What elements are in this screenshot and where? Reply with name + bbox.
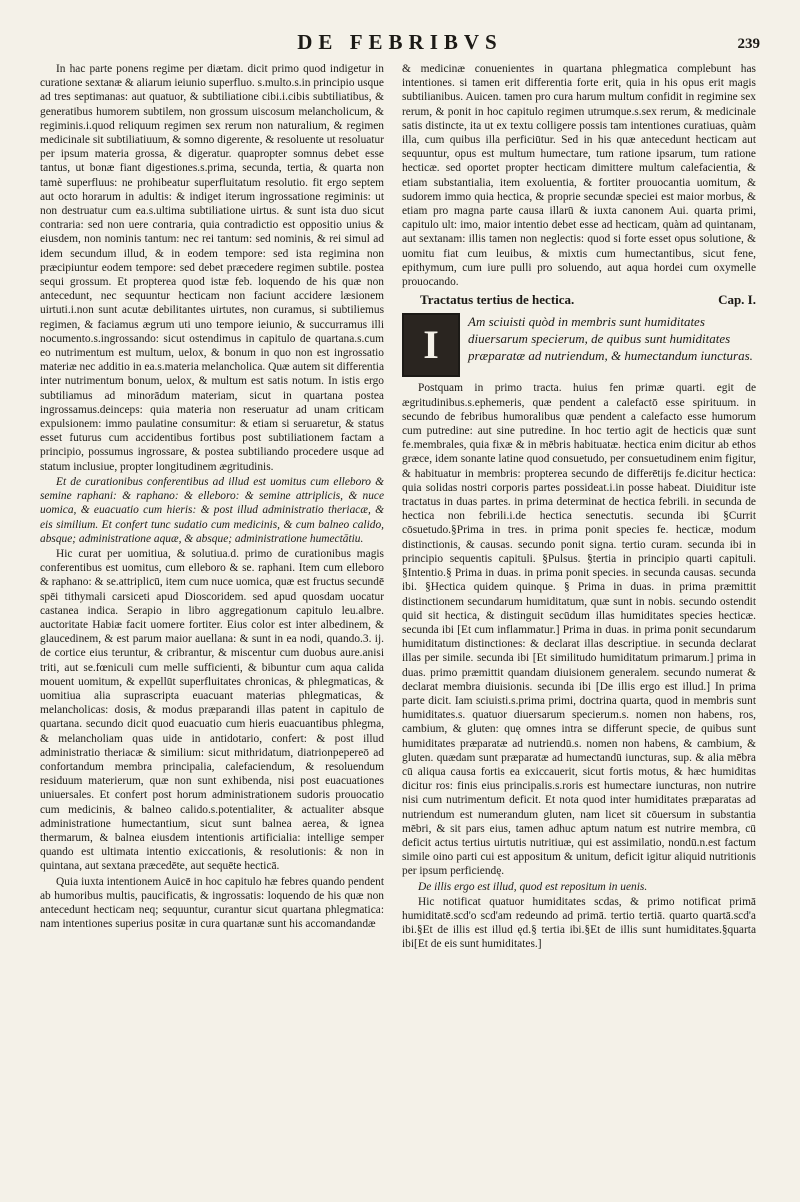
decorated-initial-icon: I (402, 313, 460, 377)
paragraph-hectica-commentary: Postquam in primo tracta. huius fen primæ quarti. egit de ægritudinibus.s.ephemeris, quæ pendent a calefactō esse spirituum. in secundo de febribus humoralibus quæ pendent a calefacto esse humorum cum putredine: aut sine putredine. In hoc tertio agit de hecticis quæ sunt fe.membrales, quia fixæ & in mēbris habituatæ. hectica enim dicitur ab ethos græce, idem sonante latine quod consuetudo, per consuetudinem enim figitur, & habituatur in membris: propterea secundo de differētijs fe.dicitur hectica: quia solidas nostri corporis partes possideat.i.in posse habeat. Diuiditur iste tractatus in duas partes. in prima determinat de hectica febrili. in secunda de hectica non febrili.i.de hectica senectutis. secunda ibi §Currit cōsuetudo.§Prima in tres. in prima ponit species fe. hecticæ, modum distinctionis, & causas. secundo ponit signa. tertio curam. secunda ibi in principio sequentis capituli. §Pulsus. §tertia in principio quarti capituli. §Intentio.§ Prima in duas. in prima ponit species. in secunda causas. secunda ibi. §Hectica quidem quinque. § Prima in duas. in prima præmittit distinctionem secundarum humiditatum, quæ sunt in nobis. secundo ostendit quid sit hectica, & distinguit secūdum illas humiditates species hecticæ. secunda ibi [Et cum inflammatur.] Prima in duas. in prima ponit secundarum humiditatum distinctiones: & declarat illas descriptiue. in secunda declarat illas per simile. secunda ibi [Et similitudo humiditatum primarum.] prima in duas. primo præmittit quandam diuisionem generalem. secundo numerat & declarat membra diuisionis. secunda ibi [De illis ergo est illud.] In prima parte dicit. Iam sciuisti.s.prima primi, doctrina quarta, quod in membris sunt humiditates.s. quatuor diuersarum specierum.s. nomen non habens, ros, cambium, & gluten: quę omnes intra se differunt specie, de quibus sunt humiditates præparatæ ad nutriendū.s. nomen non habens, & cambium, & gluten. quædam sunt præparatæ ad humectandū iuncturas, sup. & alia mēbra cū aliqua causa fortis ea exiccauerit, sicut fortis motus, & hæc humiditas dicitur ros: finis eius principalis.s.roris est humectare iuncturas, non nutrire nisi cum nutrimentum deficit. Et nota quod inter humiditates præparatas ad nutriendum est numerandum gluten, nam licet sit cōuersum in substantia mēbri, & sit pars eius, tamen adhuc aptum natum est nutrire membra, cū deficit actus tertius uirtutis nutritiuæ, qui est assimilatio, nondū.n.est factum simile oino parti cui est appositum & unitum, deficit igitur aliquid nutritionis per ipsum perficiendę. (402, 382, 756, 878)
paragraph-medicinae: & medicinæ conuenientes in quartana phlegmatica complebunt has intentiones. si tamen erit differentia forte erit, quia in his opus erit magis subtilianibus. Auicen. tamen pro cura harum multum confidit in regimine sex rerum, & ponit in hoc capitulo regimen utrumque.s.sex rerum, & medicinale satis distincte, ita ut ex textu colligere possis tam intentiones curatiuas, quàm illa, cum quibus illa perficiūtur. Sed in his quæ antecedunt hecticam aut sequuntur, opus est multum humectare, tum ratione ipsarum, tum ratione hecticæ. sed oportet propter hecticam dimittere multum calefacientia, & etiam substantialia, item exoluentia, & fortiter prouocantia uomitum, & sudorem immo quia hectica, & proprie secundæ speciei est maior morbus, & etiam pro magna parte causa illarū & iuxta canonem Aui. quarta primi, capitulo ult: imo, maior intentio debet esse ad hecticam, quàm ad quintanam, aut sextanam: illis tamen non neglectis: quod si forte esset opus solutione, & uomitu fiat cum leuibus, & mixtis cum humectantibus, sicut fene, epithymum, cum iure pulli pro soluendo, aut aqua hordei cum oxymelle prouocando. (402, 63, 756, 289)
italic-lemma-curationibus: Et de curationibus conferentibus ad illud est uomitus cum elleboro & semine raphani: & raphano: & elleboro: & semine attriplicis, & nuce uomica, & euacuatio cum hieris: & post illud administratio theriacæ, & eis similium. Et confert tunc sudatio cum medicinis, & cum balneo calido, absque; administratione aquæ, & absque; administratione humectātiu. (40, 475, 384, 545)
chapter-opening (402, 313, 756, 377)
page-number: 239 (737, 36, 760, 52)
opening-lemma: Am sciuisti quòd in membris sunt humiditates diuersarum specierum, de quibus sunt humiditates præparatæ ad nutriendum, & humectandum iuncturas. (468, 314, 753, 364)
right-column (402, 62, 756, 953)
chapter-heading (402, 293, 756, 307)
paragraph-uomitiua: Hic curat per uomitiua, & solutiua.d. primo de curationibus magis conferentibus est uomitus, cum elleboro & se. raphani. Item cum elleboro & raphano: & se.attriplicū, item cum nuce uomica, quæ est fructus secundē spēi tithymali carsiceti apud Dioscoridem. sed apud quosdam uocatur castanea indica. Serapio in libro aggregationum capitulo leu.albre. auctoritate Habiæ facit uomere fortiter. Eius color est inter albedinem, & glaucedinem, & est parum maior auellana: & sunt in ea nodi, quando.3. ij. de cortice eius teruntur, & cribrantur, & miscentur cum duobus aure.anisi triti, aut se.fœniculi cum melle sufficienti, & bibuntur cum aqua calida mouent uomitum, & expellūt superfluitates chronicas, & phlegmaticas, & uomitiua alia suprascripta euacuant materias phlegmaticas, & melancholicas: dosis, & modus præparandi illas patent in capitulo de quartana. secundo dicit quod euacuatio cum hieris euacuantibus phlegma, & melancholiam quas uide in antidotario, confert: & post illud administratio theriacæ & similium: sicut mithridatum, diatrionpepereō ad confortandum membra principalia, calefaciendum, & resoluendum residuum materierum, quæ non sunt exhibenda, nisi post euacuationes uniuersales. Et confert post horum administrationem sudoris prouocatio cum medicinis, & balneo calido.s.potentialiter, & actualiter absque administratione humectantium, sicut sunt balnea aerea, & ignea thermarum, & balnea eiusdem intentionis artificialia: intellige semper quando est ultimata intentio exiccationis, & resolutionis: & non in quintana, aut sextana præcedēte, aut sequēte hecticā. (40, 547, 384, 873)
running-title: DE FEBRIBVS (297, 30, 503, 54)
left-column (40, 62, 384, 932)
chapter-number: Cap. I. (718, 292, 756, 308)
paragraph-regimen: In hac parte ponens regime per diætam. dicit primo quod indigetur in curatione sextanæ & aliarum ieiunio superfluo. s.multo.s.in principio usque ad tres septimanas: aut quatuor, & subtiliatione cibi.i.cibis subtiliatibus, & generatibus humorem subtilem, non grossum uiscosum melancholicum, & regiminis.i.quod reliquum regimen sex rerum non naturalium, & regimen medicinale sit subtiliatiuum, & somno digerente, & resoluente ut resoluatur per ipsum materia grossa, & digeratur. quapropter somnus debet esse tantus, ut bonæ fiant digestiones.s.prima, secunda, tertia, & quarta non tamè superfluus: ne prohibeatur superfluitatum resolutio. fit ergo septem aut octo horarum in adultis: & indiget iterum ingrossatione regiminis: ut non destruatur cum ea.s.ultima subtiliatione uirtus. & sunt ista duo sicut contraria: sed non uere contraria, quia contradictio est oppositio unius & eiusdem, non nominis tantum: nec rei tantum: sed nominis, & rei simul ad idem secundum illud, & in eodem tempore: sed ista regimina non præcipiuntur eodem tempore: sed debet præcedere regimen subtile. postea sequi grossum. Et propterea quod istæ feb. loquendo de his quæ non antecedunt, nec sequuntur hecticam non faciunt accidere læsionem uirtuti.i.non sunt acutæ debilitantes uirtutes, non curamus, si subtiliemus regimen, & faciamus ægrum uti uno tempore ieiunio, & succurramus illi nocumento.s.ingrossando: sicut ostendimus in capitulo de quartana.s.cum eo nutrimentum est multum, uelox, & bonum in quo non est ingrossatio materiæ nec additio in ea.s.materia melancholica. Quæ autem sit differentia inter nutrimentum bonum, uelox, & multum est satis notum. In istis ergo subtiliamus ad minorādum materiam, sicut in quartana postea ingrossamus.deinceps: quia materia non reseruatur ad unam criticam expulsionem: immo paulatine consumitur: & etiam si seruaretur, & status esset futurus cum accidentibus fortibus post subtiliationem factam a principio, possumus ingrossare, & postea subtiliando procedere usque ad statum inclusiue, propter longitudinem ægritudinis. (40, 63, 384, 473)
italic-lemma-repositum: De illis ergo est illud, quod est repositum in uenis. (418, 880, 648, 893)
paragraph-auicen-intentio: Quia iuxta intentionem Auicē in hoc capitulo hæ febres quando pendent ab humoribus multis, paucificatis, & ingrossatis: loquendo de his quæ non antecedunt hecticam neq; sequuntur, curantur sicut quartana phlegmatica: nam intentiones superius positæ in cura quartanæ sunt his accomandandæ (40, 875, 384, 931)
paragraph-humiditates: Hic notificat quatuor humiditates scdas, & primo notificat primā humiditatē.scd'o scd'am redeundo ad primā. tertio tertiā. quarto quartā.scd'a ibi.§Et de illis est illud ęd.§ tertia ibi.§Et de illis sunt humiditates.§quarta ibi[Et de eis sunt humiditates.] (402, 895, 756, 951)
chapter-title: Tractatus tertius de hectica. (420, 292, 575, 308)
